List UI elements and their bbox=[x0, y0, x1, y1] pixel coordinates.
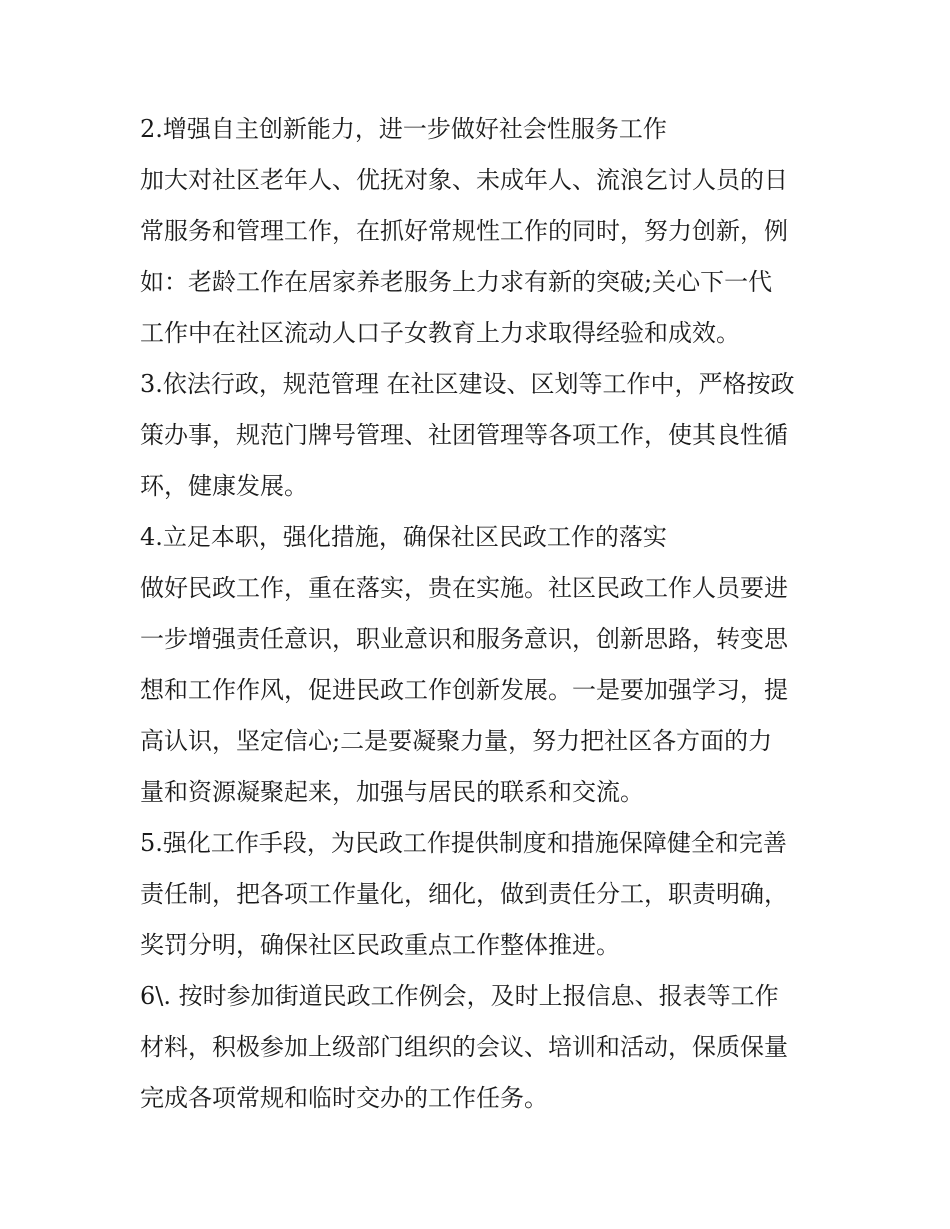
paragraph-line: 做好民政工作，重在落实，贵在实施。社区民政工作人员要进 bbox=[140, 574, 788, 602]
heading-2: 2.增强自主创新能力，进一步做好社会性服务工作 bbox=[140, 115, 667, 143]
paragraph-line: 如：老龄工作在居家养老服务上力求有新的突破;关心下一代 bbox=[140, 268, 773, 296]
heading-6: 6\. 按时参加街道民政工作例会，及时上报信息、报表等工作 bbox=[140, 982, 779, 1010]
heading-5: 5.强化工作手段，为民政工作提供制度和措施保障健全和完善 bbox=[140, 829, 787, 857]
paragraph-line: 奖罚分明，确保社区民政重点工作整体推进。 bbox=[140, 931, 620, 959]
paragraph-line: 常服务和管理工作，在抓好常规性工作的同时，努力创新，例 bbox=[140, 217, 788, 245]
paragraph-line: 高认识，坚定信心;二是要凝聚力量，努力把社区各方面的力 bbox=[140, 727, 773, 755]
heading-4: 4.立足本职，强化措施，确保社区民政工作的落实 bbox=[140, 523, 667, 551]
heading-3: 3.依法行政，规范管理 在社区建设、区划等工作中，严格按政 bbox=[140, 370, 795, 398]
paragraph-line: 一步增强责任意识，职业意识和服务意识，创新思路，转变思 bbox=[140, 625, 788, 653]
paragraph-line: 策办事，规范门牌号管理、社团管理等各项工作，使其良性循 bbox=[140, 421, 788, 449]
paragraph-line: 完成各项常规和临时交办的工作任务。 bbox=[140, 1084, 548, 1112]
paragraph-line: 环，健康发展。 bbox=[140, 472, 308, 500]
paragraph-line: 量和资源凝聚起来，加强与居民的联系和交流。 bbox=[140, 778, 644, 806]
paragraph-line: 材料，积极参加上级部门组织的会议、培训和活动，保质保量 bbox=[140, 1033, 788, 1061]
paragraph-line: 责任制，把各项工作量化，细化，做到责任分工，职责明确， bbox=[140, 880, 788, 908]
paragraph-line: 工作中在社区流动人口子女教育上力求取得经验和成效。 bbox=[140, 319, 740, 347]
paragraph-line: 想和工作作风，促进民政工作创新发展。一是要加强学习，提 bbox=[140, 676, 788, 704]
document-body bbox=[140, 104, 820, 1124]
paragraph-line: 加大对社区老年人、优抚对象、未成年人、流浪乞讨人员的日 bbox=[140, 166, 788, 194]
